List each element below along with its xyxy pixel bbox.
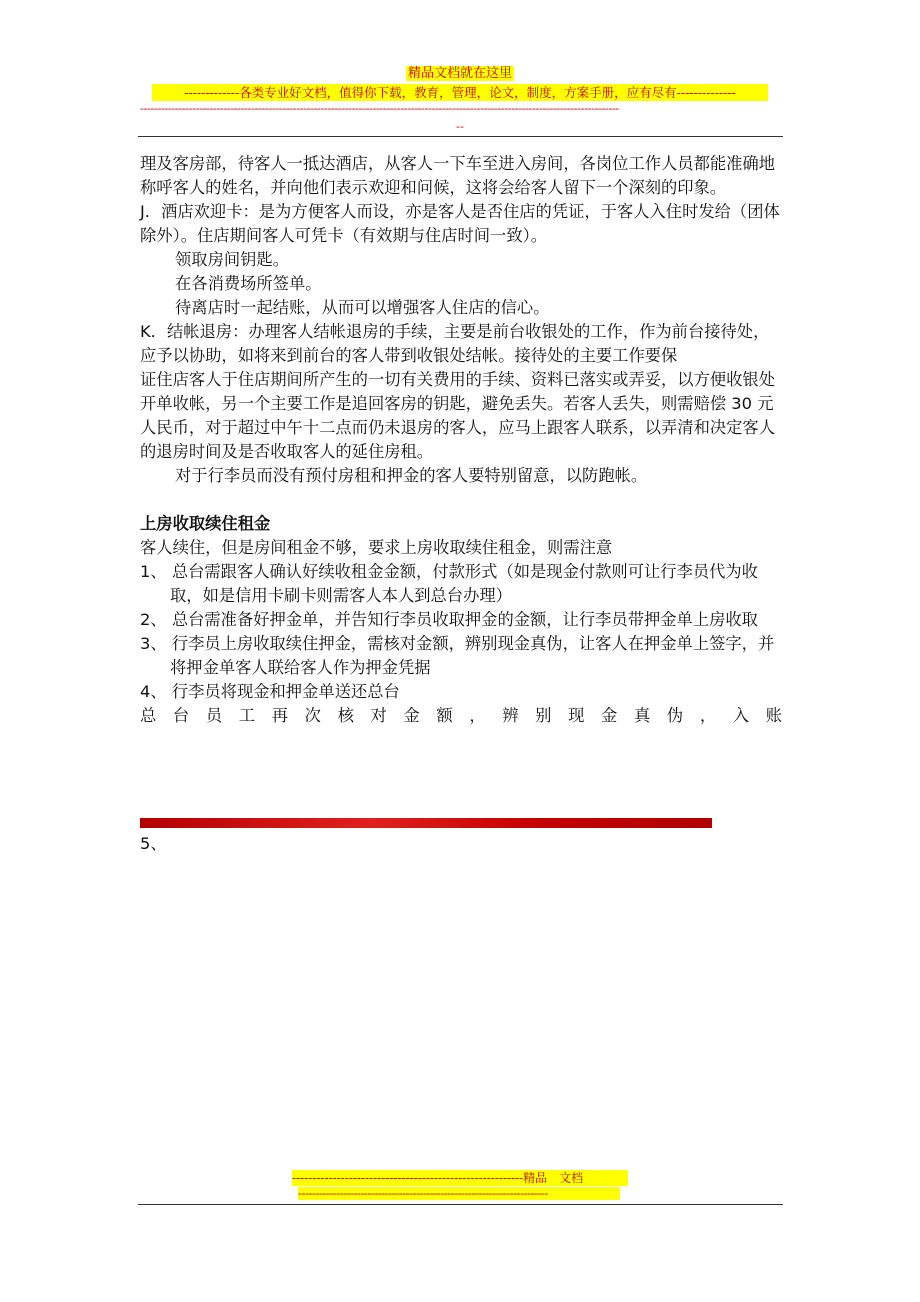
list-item: 1、 总台需跟客人确认好续收租金金额，付款形式（如是现金付款则可让行李员代为收取，如是信用卡刷卡则需客人本人到总台办理） — [140, 562, 758, 605]
header-title: 精品文档就在这里 — [407, 66, 512, 81]
section-intro: 客人续住，但是房间租金不够，要求上房收取续住租金，则需注意 — [140, 538, 613, 557]
step-five-label: 5、 — [140, 834, 167, 853]
list-item: 领取房间钥匙。 — [175, 250, 289, 269]
paragraph-checkout: K．结帐退房：办理客人结帐退房的手续，主要是前台收银处的工作，作为前台接待处，应予以协助，如将来到前台的客人带到收银处结帐。接待处的主要工作要保 — [140, 322, 770, 365]
list-item: 在各消费场所签单。 — [175, 274, 322, 293]
footer-dash-line: ------------------------------------------------------------------------ — [298, 1187, 620, 1200]
header-rule — [138, 136, 783, 137]
paragraph-welcome-card: J．酒店欢迎卡：是为方便客人而设，亦是客人是否住店的凭证，于客人入住时发给（团体除外）。住店期间客人可凭卡（有效期与住店时间一致）。 — [140, 202, 780, 245]
section-heading: 上房收取续住租金 — [140, 515, 271, 533]
header-tagline: -------------各类专业好文档，值得你下载，教育，管理，论文，制度，方案手册，应有尽有-------------- — [152, 84, 768, 101]
paragraph-last-line: 总台员工再次核对金额，辨别现金真伪，入账 — [140, 706, 782, 725]
document-body — [140, 152, 782, 728]
paragraph-intro: 理及客房部，待客人一抵达酒店，从客人一下车至进入房间，各岗位工作人员都能准确地称呼客人的姓名，并向他们表示欢迎和问候，这将会给客人留下一个深刻的印象。 — [140, 154, 775, 197]
footer-rule — [138, 1204, 783, 1205]
list-item: 3、 行李员上房收取续住押金，需核对金额，辨别现金真伪，让客人在押金单上签字，并将押金单客人联给客人作为押金凭据 — [140, 634, 775, 677]
red-divider-bar — [140, 818, 712, 828]
list-item: 2、 总台需准备好押金单，并告知行李员收取押金的金额，让行李员带押金单上房收取 — [140, 610, 758, 629]
list-item: 待离店时一起结账，从而可以增强客人住店的信心。 — [175, 298, 550, 317]
footer-line: ---------------------------------------------------------精品 文档 — [292, 1170, 628, 1186]
paragraph-note: 对于行李员而没有预付房租和押金的客人要特别留意，以防跑帐。 — [175, 466, 648, 485]
header-dash-line: ------------------------------------------------------------------------------------------------------------------------------------------ — [140, 102, 619, 115]
spacer — [140, 488, 782, 512]
list-item: 4、 行李员将现金和押金单送还总台 — [140, 682, 400, 701]
header-dash-tail: -- — [456, 120, 464, 133]
paragraph-checkout-cont: 证住店客人于住店期间所产生的一切有关费用的手续、资料已落实或弄妥，以方便收银处开单收帐，另一个主要工作是追回客房的钥匙，避免丢失。若客人丢失，则需赔偿 30 元人民币，对于超过中午十二点而仍未退房的客人，应马上跟客人联系，以弄清和决定客人的退房时间及是否收取客人的延住房租。 — [140, 370, 775, 461]
